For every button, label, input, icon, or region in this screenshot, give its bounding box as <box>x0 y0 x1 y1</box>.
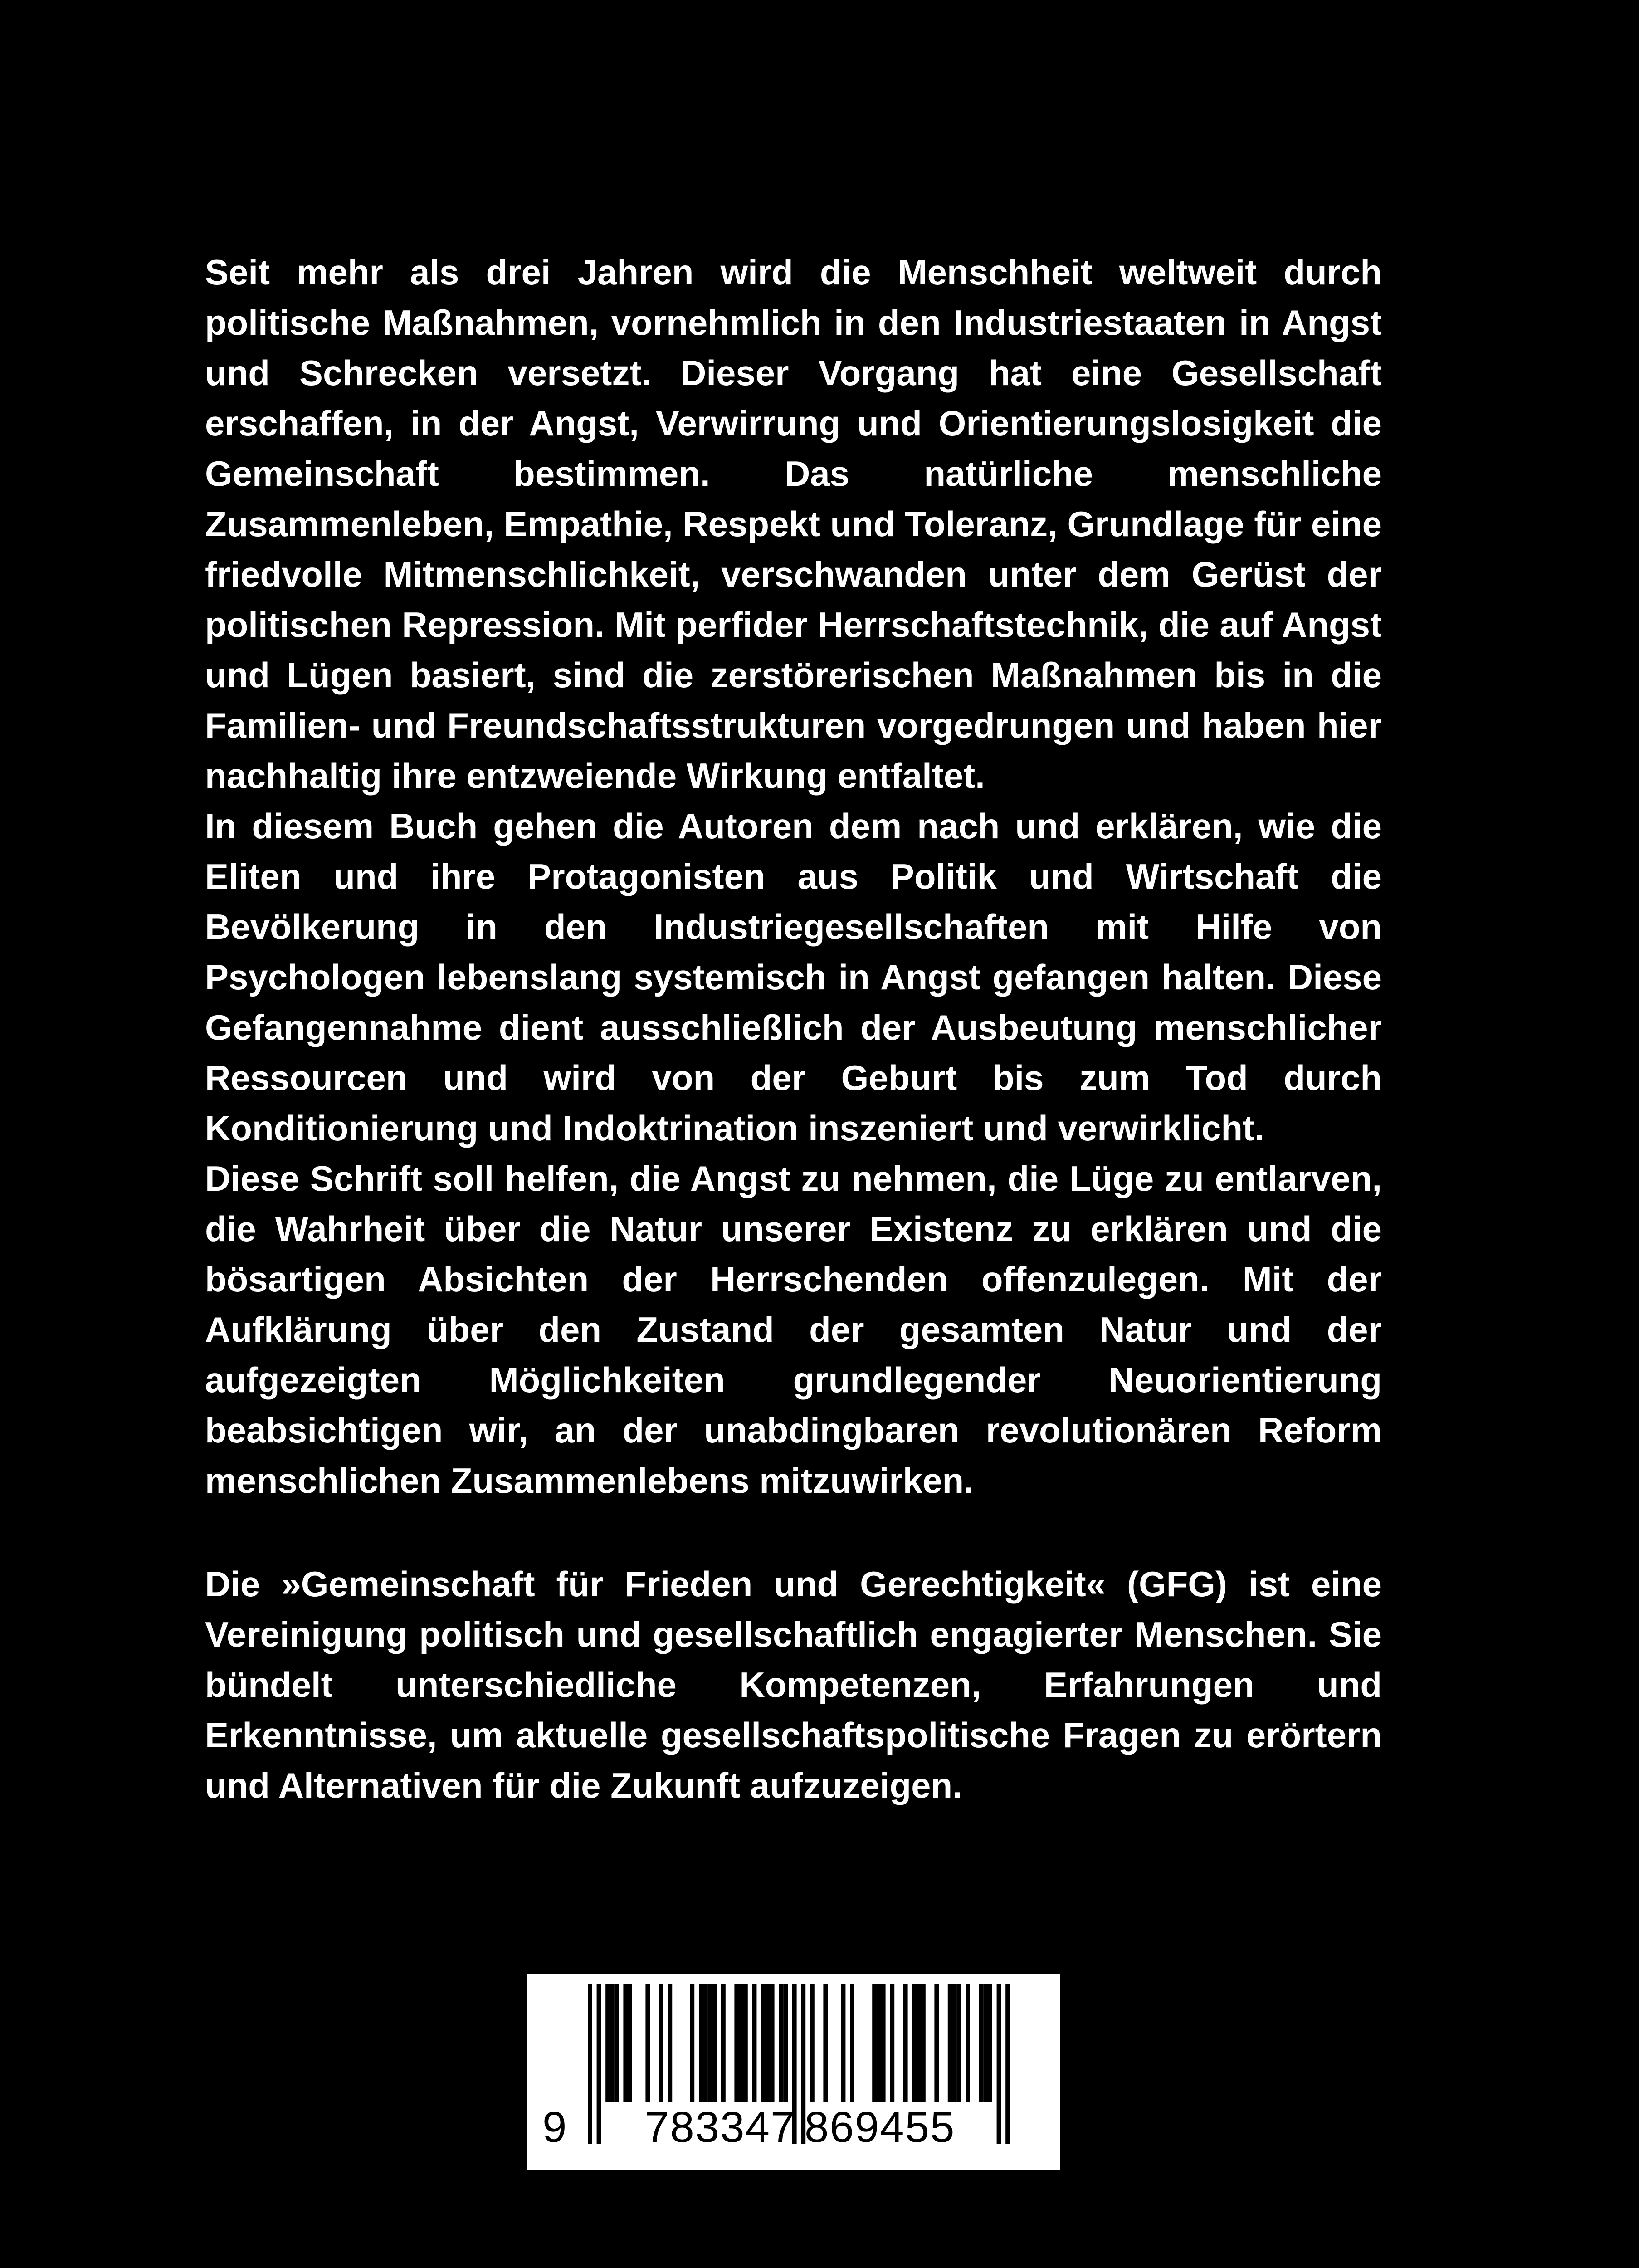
barcode-bar <box>979 1984 983 2102</box>
barcode-bar <box>850 1984 854 2102</box>
barcode-bar <box>615 1984 619 2102</box>
barcode-bar <box>770 1984 775 2102</box>
barcode-bar <box>734 1984 739 2102</box>
barcode-bar <box>783 1984 788 2102</box>
barcode-bar <box>952 1984 957 2102</box>
barcode-bar <box>881 1984 886 2102</box>
barcode-bar <box>645 1984 650 2102</box>
barcode-bar <box>690 1984 694 2102</box>
barcode-bar <box>712 1984 717 2102</box>
barcode-guard-bar <box>588 1984 592 2144</box>
barcode-bar <box>841 1984 846 2102</box>
barcode-bar <box>628 1984 632 2102</box>
about-gfg-text <box>205 1559 1382 1811</box>
barcode-bar <box>752 1984 757 2102</box>
barcode-bar <box>988 1984 992 2102</box>
barcode-bar <box>956 1984 961 2102</box>
barcode-bar <box>912 1984 917 2102</box>
barcode-bar <box>605 1984 610 2102</box>
barcode-bar <box>668 1984 672 2102</box>
barcode-first-digit: 9 <box>542 2103 567 2151</box>
barcode-bar <box>743 1984 748 2102</box>
barcode-bar <box>623 1984 628 2102</box>
blurb-paragraph-2: In diesem Buch gehen die Autoren dem nach und erklären, wie die Eliten und ihre Protagonisten aus Politik und Wirtschaft die Bevölkerung in den Industriegesellschaften mit Hilfe von Psychologen lebenslang systemisch in Angst gefangen halten. Diese Gefangennahme dient ausschließlich der Ausbeutung menschlicher Ressourcen und wird von der Geburt bis zum Tod durch Konditionierung und Indoktrination inszeniert und verwirklicht. <box>205 806 1382 1148</box>
barcode-bar <box>948 1984 952 2102</box>
barcode-bar <box>779 1984 783 2102</box>
barcode-left-digits: 783347 <box>645 2103 796 2151</box>
barcode-bar <box>890 1984 894 2102</box>
barcode-right-digits: 869455 <box>805 2103 956 2151</box>
barcode-bar <box>659 1984 663 2102</box>
barcode-bar <box>739 1984 743 2102</box>
barcode-bar <box>934 1984 939 2102</box>
barcode-bar <box>917 1984 921 2102</box>
barcode-bar <box>810 1984 815 2102</box>
barcode-bar <box>703 1984 708 2102</box>
isbn-barcode <box>527 1974 1060 2170</box>
barcode-bar <box>903 1984 908 2102</box>
blurb-paragraph-3: Diese Schrift soll helfen, die Angst zu nehmen, die Lüge zu entlarven, die Wahrheit über die Natur unserer Existenz zu erklären und die bösartigen Absichten der Herrschenden offenzulegen. Mit der Aufklärung über den Zustand der gesamten Natur und der aufgezeigten Möglichkeiten grundlegender Neuorientierung beabsichtigen wir, an der unabdingbaren revolutionären Reform menschlichen Zusammenlebens mitzuwirken. <box>205 1158 1382 1501</box>
barcode-bar <box>872 1984 877 2102</box>
barcode-guard-bar <box>997 1984 1001 2144</box>
barcode-bar <box>766 1984 770 2102</box>
barcode-guard-bar <box>1005 1984 1010 2144</box>
barcode-guard-bar <box>597 1984 601 2144</box>
barcode-bar <box>699 1984 703 2102</box>
blurb-text <box>205 247 1382 1506</box>
blurb-paragraph-1: Seit mehr als drei Jahren wird die Menschheit weltweit durch politische Maßnahmen, vornehmlich in den Industriestaaten in Angst und Schrecken versetzt. Dieser Vorgang hat eine Gesellschaft erschaffen, in der Angst, Verwirrung und Orientierungslosigkeit die Gemeinschaft bestimmen. Das natürliche menschliche Zusammenleben, Empathie, Respekt und Toleranz, Grundlage für eine friedvolle Mitmenschlichkeit, verschwanden unter dem Gerüst der politischen Repression. Mit perfider Herrschaftstechnik, die auf Angst und Lügen basiert, sind die zerstörerischen Maßnahmen bis in die Familien- und Freundschaftsstrukturen vorgedrungen und haben hier nachhaltig ihre entzweiende Wirkung entfaltet. <box>205 252 1382 796</box>
barcode-bar <box>877 1984 881 2102</box>
barcode-bar <box>708 1984 712 2102</box>
barcode-bar <box>983 1984 988 2102</box>
about-gfg-paragraph: Die »Gemeinschaft für Frieden und Gerechtigkeit« (GFG) ist eine Vereinigung politisch und gesellschaftlich engagierter Menschen. Sie bündelt unterschiedliche Kompetenzen, Erfahrungen und Erkenntnisse, um aktuelle gesellschaftspolitische Fragen zu erörtern und Alternativen für die Zukunft aufzuzeigen. <box>205 1564 1382 1805</box>
barcode-bar <box>966 1984 970 2102</box>
barcode-bar <box>761 1984 766 2102</box>
barcode-bar <box>610 1984 615 2102</box>
barcode-bar <box>721 1984 726 2102</box>
barcode-bar <box>823 1984 828 2102</box>
barcode-bar <box>921 1984 926 2102</box>
